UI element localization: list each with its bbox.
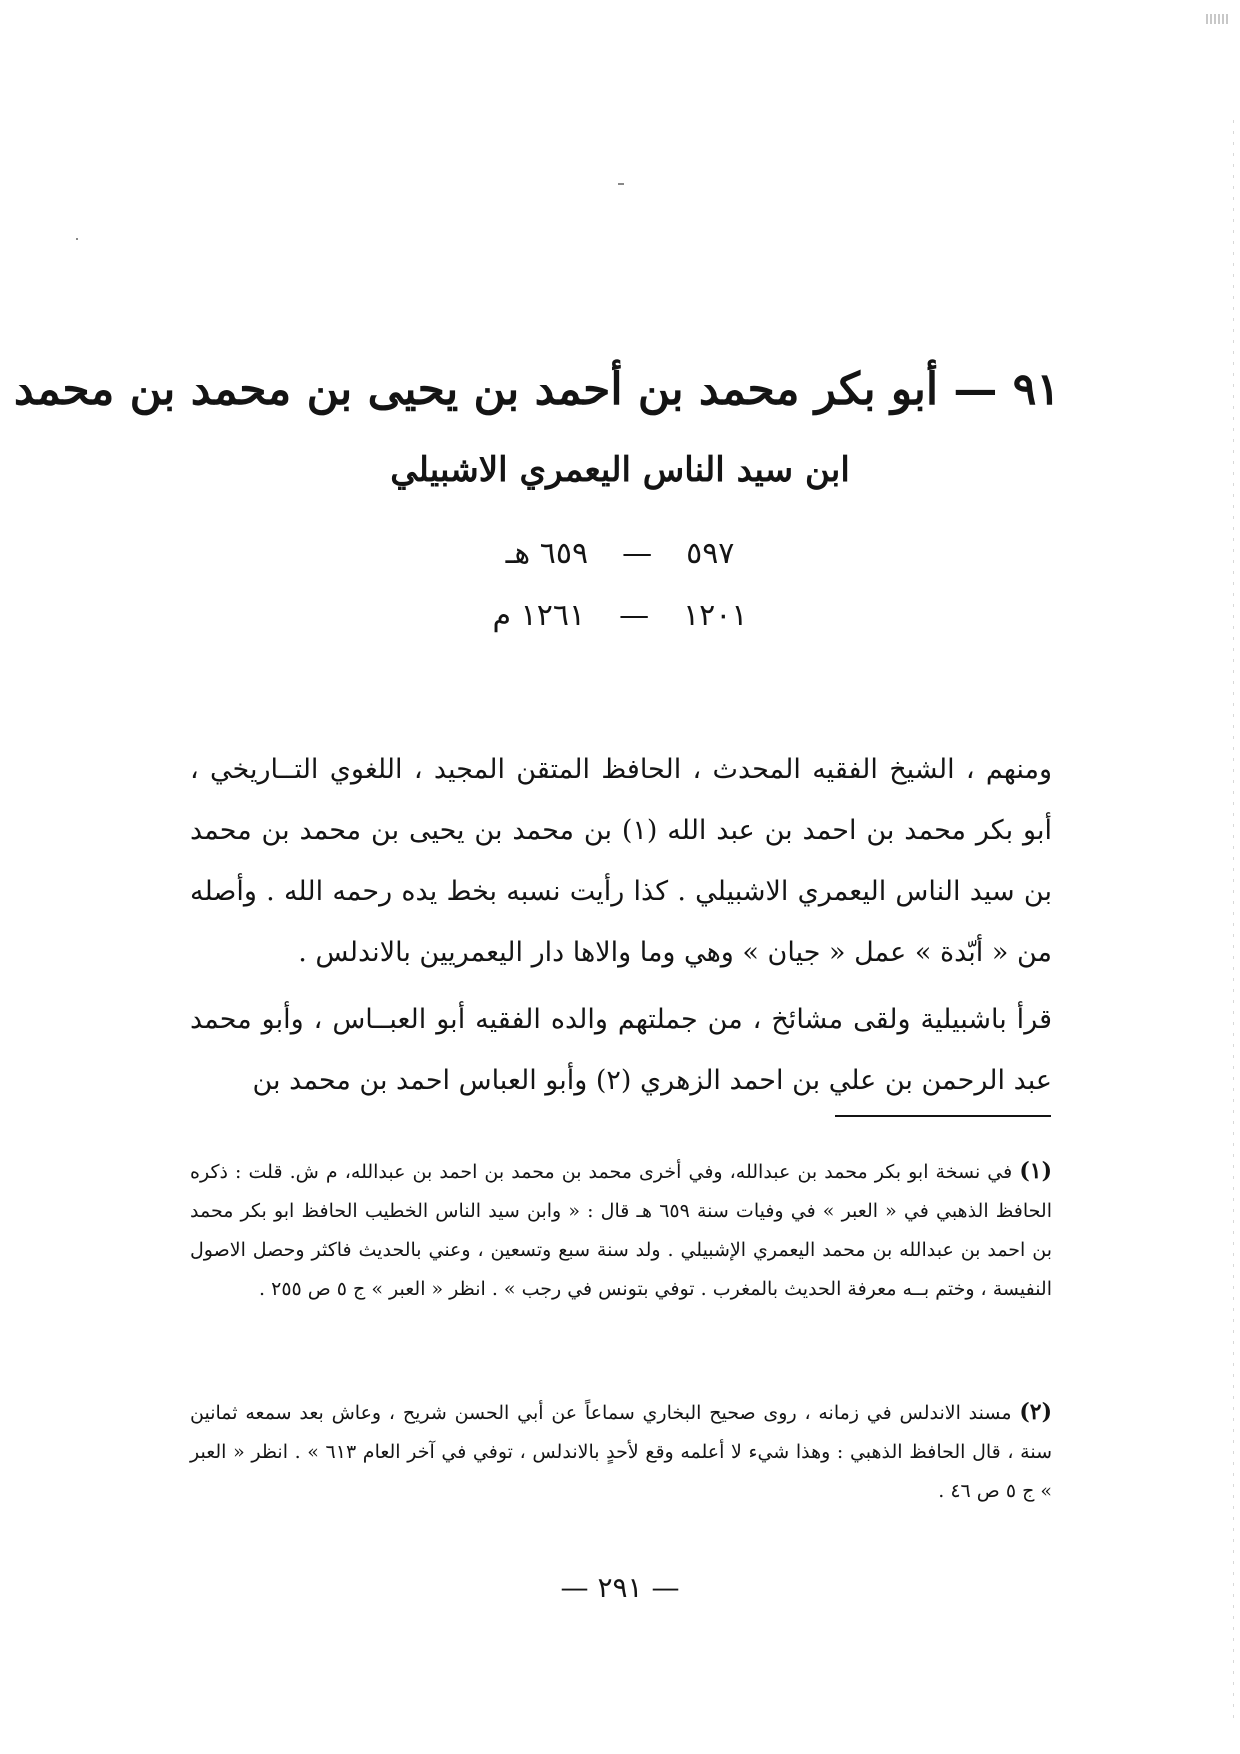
hijri-dates xyxy=(380,534,860,574)
gregorian-to: ١٢٦١ م xyxy=(492,598,586,633)
footnote xyxy=(190,1393,1052,1511)
body-paragraph: قرأ باشبيلية ولقى مشائخ ، من جملتهم والده الفقيه أبو العبــاس ، وأبو محمد عبد الرحمن بن علي بن احمد الزهري (٢) وأبو العباس احمد بن محمد بن xyxy=(190,1004,1052,1096)
scan-speck xyxy=(1206,14,1228,24)
footnote-text: مسند الاندلس في زمانه ، روى صحيح البخاري سماعاً عن أبي الحسن شريح ، وعاش بعد سمعه ثمانين سنة ، قال الحافظ الذهبي : وهذا شيء لا أعلمه وقع لأحدٍ بالاندلس ، توفي في آخر العام ٦١٣ » . انظر « العبر » ج ٥ ص ٤٦ . xyxy=(190,1402,1052,1502)
gregorian-dates xyxy=(380,596,860,636)
footnote-marker: (٢) xyxy=(1019,1399,1052,1425)
scan-edge-mark xyxy=(1233,120,1234,1720)
page-number: — ٢٩١ — xyxy=(560,1571,680,1604)
scan-speck xyxy=(76,238,78,240)
scan-speck xyxy=(618,183,624,185)
footnote xyxy=(190,1152,1052,1309)
footnote-separator xyxy=(835,1115,1051,1117)
entry-title: ٩١ — أبو بكر محمد بن أحمد بن يحيى بن محمد بن محمد xyxy=(13,364,1060,415)
hijri-to: ٦٥٩ هـ xyxy=(505,536,589,571)
entry-subtitle: ابن سيد الناس اليعمري الاشبيلي xyxy=(390,450,850,490)
body-paragraph: ومنهم ، الشيخ الفقيه المحدث ، الحافظ المتقن المجيد ، اللغوي التــاريخي ، أبو بكر محمد بن احمد بن عبد الله (١) بن محمد بن يحيى بن محمد بن محمد بن سيد الناس اليعمري الاشبيلي . كذا رأيت نسبه بخط يده رحمه الله . وأصله من « أبّدة » عمل « جيان » وهي وما والاها دار اليعمريين بالاندلس . xyxy=(190,754,1052,968)
gregorian-from: ١٢٠١ xyxy=(683,598,748,633)
footnote-marker: (١) xyxy=(1019,1158,1052,1184)
hijri-from: ٥٩٧ xyxy=(686,536,735,571)
footnote-text: في نسخة ابو بكر محمد بن عبدالله، وفي أخرى محمد بن محمد بن احمد بن عبدالله، م ش. قلت : ذكره الحافظ الذهبي في « العبر » في وفيات سنة ٦٥٩ هـ قال : « وابن سيد الناس الخطيب الحافظ ابو بكر محمد بن احمد بن عبدالله بن محمد اليعمري الإشبيلي . ولد سنة سبع وتسعين ، وعني بالحديث فاكثر وحصل الاصول النفيسة ، وختم بــه معرفة الحديث بالمغرب . توفي بتونس في رجب » . انظر « العبر » ج ٥ ص ٢٥٥ . xyxy=(190,1161,1052,1300)
gregorian-dash: — xyxy=(619,598,650,633)
hijri-dash: — xyxy=(622,536,653,571)
